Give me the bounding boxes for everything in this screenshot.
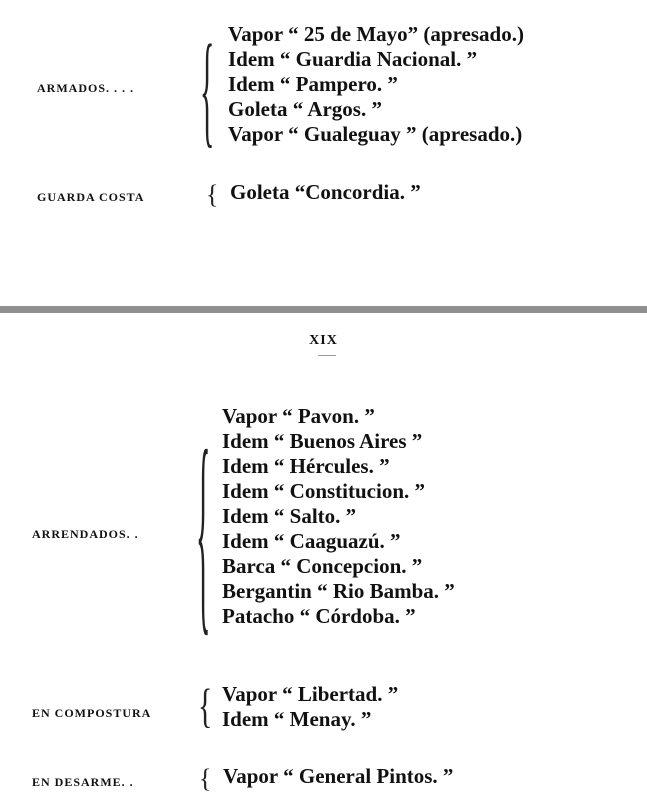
list-item: Idem “ Salto. ”: [222, 504, 357, 528]
page-number-rule: [318, 355, 336, 356]
list-item: Idem “ Constitucion. ”: [222, 479, 426, 503]
list-item: Patacho “ Córdoba. ”: [222, 604, 416, 628]
armados-label: ARMADOS. . . .: [37, 81, 134, 95]
en-compostura-label: EN COMPOSTURA: [32, 706, 152, 720]
page-number: XIX: [309, 333, 338, 348]
list-item: Vapor “ Libertad. ”: [222, 682, 399, 706]
en-desarme-brace: {: [199, 764, 212, 793]
arrendados-brace: {: [196, 410, 211, 658]
list-item: Idem “ Pampero. ”: [228, 72, 398, 96]
list-item: Vapor “ 25 de Mayo” (apresado.): [228, 22, 524, 46]
en-compostura-items: [222, 682, 398, 732]
en-desarme-label: EN DESARME. .: [32, 775, 134, 789]
list-item: Bergantin “ Rio Bamba. ”: [222, 579, 455, 603]
armados-brace: {: [200, 22, 215, 161]
list-item: Idem “ Buenos Aires ”: [222, 429, 423, 453]
arrendados-items: [222, 404, 455, 629]
list-item: Goleta “ Argos. ”: [228, 97, 382, 121]
guarda-costa-brace: {: [206, 180, 219, 209]
list-item: Vapor “ Gualeguay ” (apresado.): [228, 122, 523, 146]
list-item: Idem “ Caaguazú. ”: [222, 529, 401, 553]
arrendados-label: ARRENDADOS. .: [32, 527, 139, 541]
armados-items: [228, 22, 524, 147]
list-item: Idem “ Hércules. ”: [222, 454, 390, 478]
en-compostura-brace: {: [198, 680, 213, 733]
guarda-costa-label: GUARDA COSTA: [37, 190, 145, 204]
list-item: Vapor “ Pavon. ”: [222, 404, 375, 428]
en-desarme-items: [223, 764, 453, 789]
list-item: Idem “ Guardia Nacional. ”: [228, 47, 478, 71]
page-separator: [0, 306, 647, 313]
list-item: Idem “ Menay. ”: [222, 707, 372, 731]
list-item: Vapor “ General Pintos. ”: [223, 764, 454, 788]
list-item: Goleta “Concordia. ”: [230, 180, 421, 204]
guarda-costa-items: [230, 180, 421, 205]
list-item: Barca “ Concepcion. ”: [222, 554, 423, 578]
